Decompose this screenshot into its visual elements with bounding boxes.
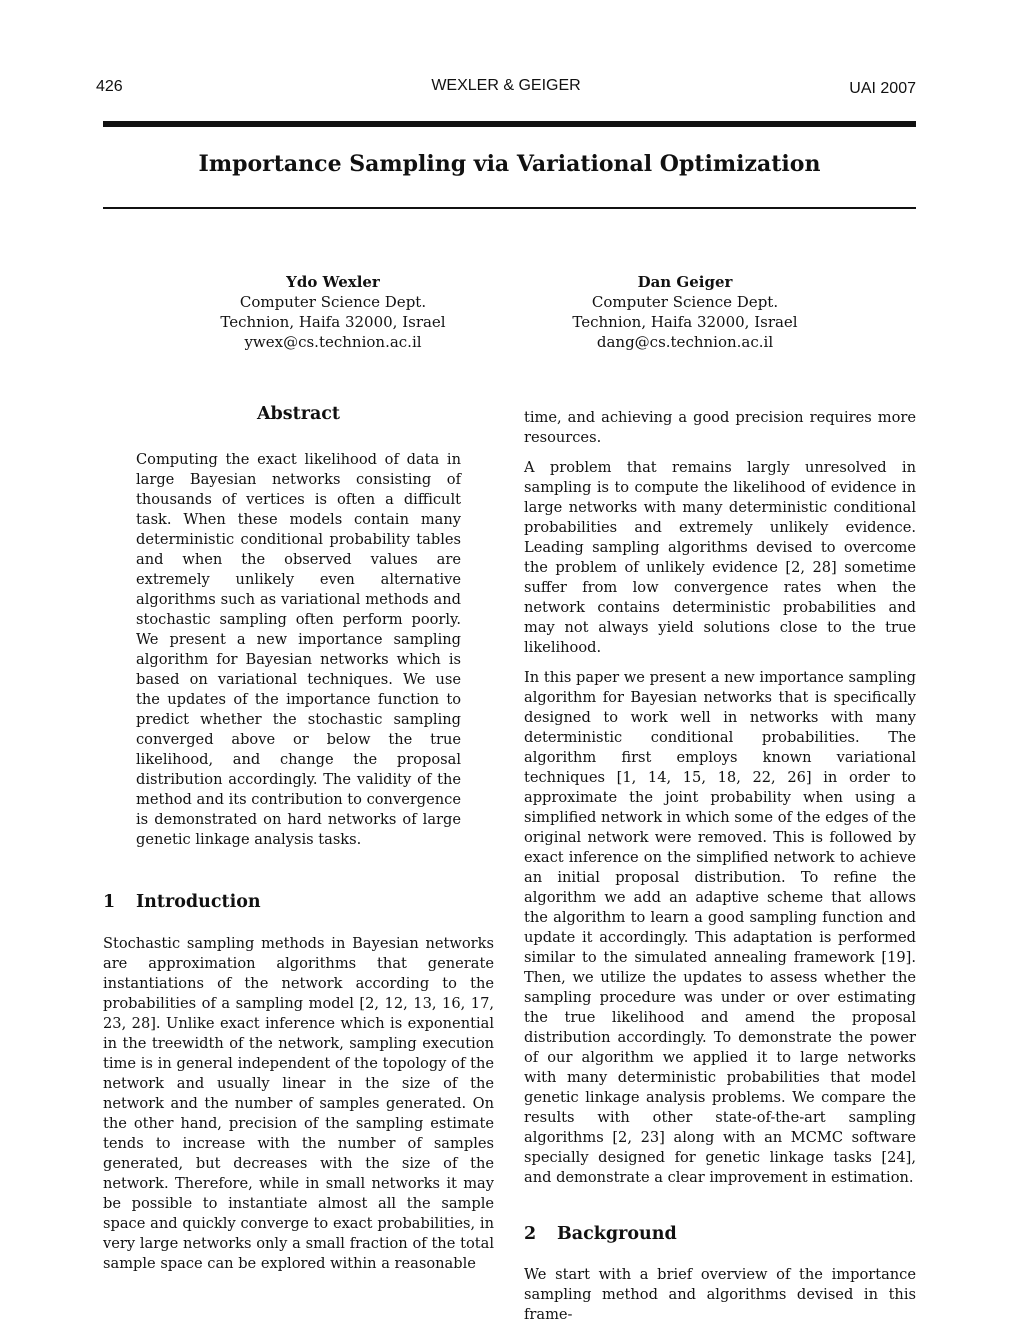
author-name: Dan Geiger: [637, 273, 733, 291]
author-name: Ydo Wexler: [286, 273, 380, 291]
author-address: Technion, Haifa 32000, Israel: [572, 313, 798, 331]
background-paragraph-1: We start with a brief overview of the importance sampling method and algorithms devised in this frame-: [524, 1266, 916, 1323]
introduction-paragraph-1-continued: time, and achieving a good precision requires more resources.: [524, 409, 916, 446]
section-number: 2: [524, 1224, 537, 1244]
author-address: Technion, Haifa 32000, Israel: [220, 313, 446, 331]
author-email: ywex@cs.technion.ac.il: [244, 333, 422, 351]
page-number: 426: [96, 78, 123, 95]
author-block-2: [525, 272, 845, 352]
section-number: 1: [103, 892, 116, 912]
author-department: Computer Science Dept.: [591, 293, 779, 311]
running-head-authors: WEXLER & GEIGER: [431, 77, 581, 94]
author-block-1: [173, 272, 493, 352]
title-rule: [103, 207, 916, 209]
author-department: Computer Science Dept.: [239, 293, 427, 311]
introduction-paragraph-2: A problem that remains largly unresolved in sampling is to compute the likelihood of evidence in large networks with many deterministic conditional probabilities and extremely unlikely evidence. Leading sampling algorithms devised to overcome the problem of unlikely evidence [2, 28] sometime suffer from low convergence rates when the network contains deterministic probabilities and may not always yield solutions close to the true likelihood.: [524, 459, 916, 656]
section-heading-background: [524, 1222, 916, 1246]
section-heading-introduction: [103, 890, 494, 914]
left-column: [103, 402, 494, 1274]
abstract-text: Computing the exact likelihood of data in large Bayesian networks consisting of thousands of vertices is often a difficult task. When these models contain many deterministic conditional probability tables and when the observed values are extremely unlikely even alternative algorithms such as variational methods and stochastic sampling often perform poorly. We present a new importance sampling algorithm for Bayesian networks which is based on variational techniques. We use the updates of the importance function to predict whether the stochastic sampling converged above or below the true likelihood, and change the proposal distribution accordingly. The validity of the method and its contribution to convergence is demonstrated on hard networks of large genetic linkage analysis tasks.: [136, 451, 461, 848]
abstract-heading: Abstract: [256, 404, 341, 424]
section-title: Introduction: [136, 892, 261, 912]
running-head: [96, 76, 916, 98]
author-email: dang@cs.technion.ac.il: [596, 333, 774, 351]
paper-title: Importance Sampling via Variational Optimization: [198, 151, 821, 177]
introduction-paragraph-3: In this paper we present a new importance sampling algorithm for Bayesian networks that is specifically designed to work well in networks with many deterministic conditional probabilities. The algorithm first employs known variational techniques [1, 14, 15, 18, 22, 26] in order to approximate the joint probability when using a simplified network in which some of the edges of the original network were removed. This is followed by exact inference on the simplified network to achieve an initial proposal distribution. To refine the algorithm we add an adaptive scheme that allows the algorithm to learn a good sampling function and update it accordingly. This adaptation is performed similar to the simulated annealing framework [19]. Then, we utilize the updates to assess whether the sampling procedure was under or over estimating the true likelihood and amend the proposal distribution accordingly. To demonstrate the power of our algorithm we applied it to large networks with many deterministic probabilities that model genetic linkage analysis problems. We compare the results with other state-of-the-art sampling algorithms [2, 23] along with an MCMC software specially designed for genetic linkage tasks [24], and demonstrate a clear improvement in estimation.: [524, 669, 916, 1186]
right-column: [524, 408, 916, 1325]
section-title: Background: [557, 1224, 677, 1244]
top-rule: [103, 121, 916, 127]
introduction-paragraph-1: Stochastic sampling methods in Bayesian networks are approximation algorithms that generate instantiations of the network according to the probabilities of a sampling model [2, 12, 13, 16, 17, 23, 28]. Unlike exact inference which is exponential in the treewidth of the network, sampling execution time is in general independent of the topology of the network and usually linear in the size of the network and the number of samples generated. On the other hand, precision of the sampling estimate tends to increase with the number of samples generated, but decreases with the size of the network. Therefore, while in small networks it may be possible to instantiate almost all the sample space and quickly converge to exact probabilities, in very large networks only a small fraction of the total sample space can be explored within a reasonable: [103, 935, 494, 1272]
running-head-venue: UAI 2007: [849, 80, 916, 97]
